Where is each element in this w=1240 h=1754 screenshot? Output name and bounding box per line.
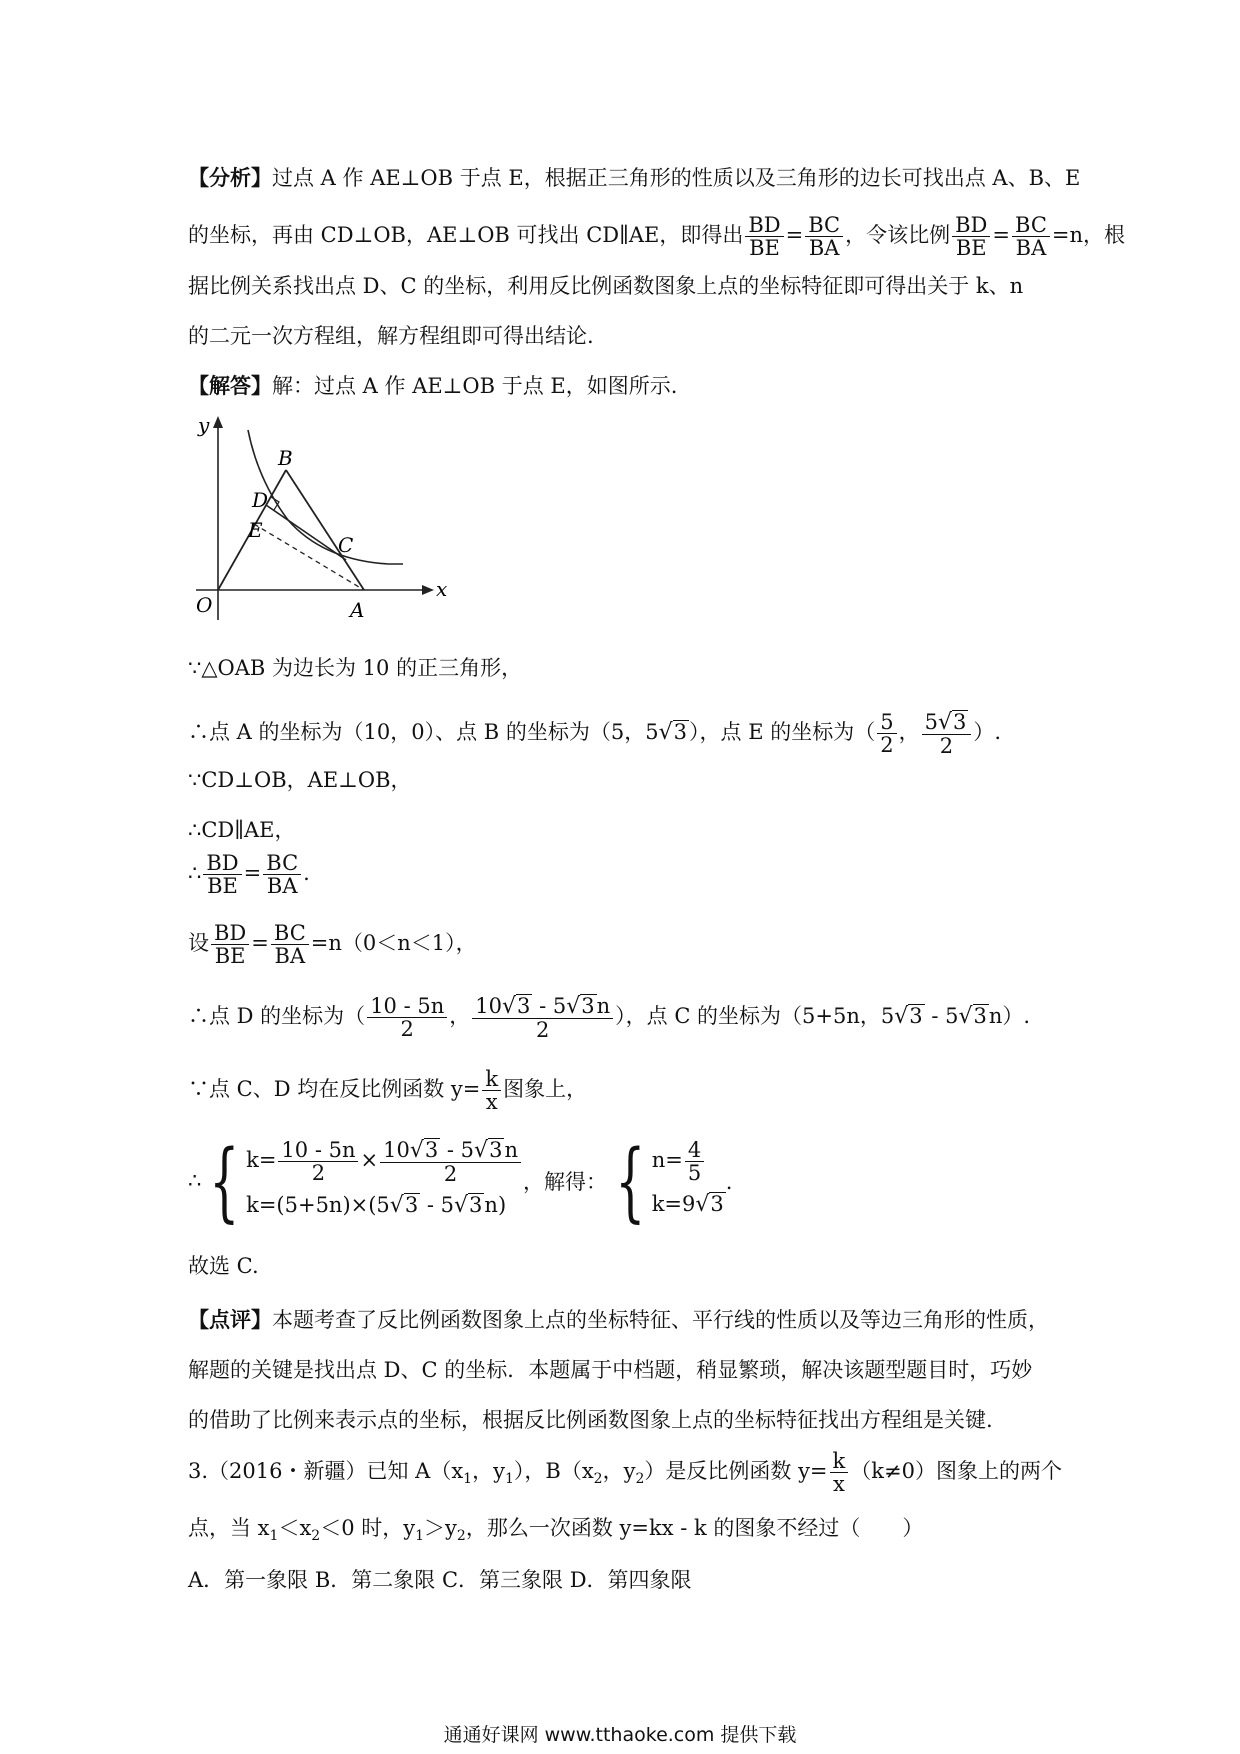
question-3-options: A．第一象限 B．第二象限 C．第三象限 D．第四象限 <box>188 1568 692 1592</box>
analysis-line-1: 【分析】过点 A 作 AE⊥OB 于点 E，根据正三角形的性质以及三角形的边长可找出点 A、B、E <box>188 165 1081 190</box>
step-5: ∴ $\frac{BD}{BE}$ = $\frac{BC}{BA}$ . <box>188 851 310 899</box>
fraction-bd-be: $\frac{BD}{BE}$ <box>952 214 990 259</box>
step-1: ∵△OAB 为边长为 10 的正三角形， <box>188 656 523 680</box>
label-d: D <box>252 488 269 512</box>
answer-tag: 【解答】 <box>188 373 272 398</box>
analysis-line-4: 的二元一次方程组，解方程组即可得出结论. <box>188 324 594 348</box>
step-2: ∴点 A 的坐标为（10，0）、点 B 的坐标为（5，5√3），点 E 的坐标为（ $\frac{5}{2}$ ， $\frac{5√3}{2}$ ）. <box>188 710 1002 759</box>
geometry-figure <box>188 410 448 630</box>
fraction-bc-ba: $\frac{BC}{BA}$ <box>1012 214 1050 259</box>
fraction-bc-ba: $\frac{BC}{BA}$ <box>805 214 843 259</box>
comment-line-1: 【点评】本题考查了反比例函数图象上点的坐标特征、平行线的性质以及等边三角形的性质， <box>188 1307 1049 1332</box>
step-4: ∴CD∥AE， <box>188 818 296 842</box>
step-3: ∵CD⊥OB，AE⊥OB， <box>188 768 412 792</box>
label-b: B <box>278 446 293 470</box>
step-8: ∵点 C、D 均在反比例函数 y= $\frac{k}{x}$ 图象上， <box>188 1067 588 1115</box>
page-footer: 通通好课网 www.tthaoke.com 提供下载 <box>443 1724 797 1746</box>
answer-intro: 【解答】解：过点 A 作 AE⊥OB 于点 E，如图所示. <box>188 373 678 398</box>
label-c: C <box>338 533 354 557</box>
step-6: 设 $\frac{BD}{BE}$ = $\frac{BC}{BA}$ =n（0＜n＜1）， <box>188 921 477 969</box>
step-7: ∴点 D 的坐标为（ $\frac{10 - 5n}{2}$ ， $\frac{10√3 - 5√3n}{2}$ ），点 C 的坐标为（5+5n，5√3 - 5√3n）. <box>188 994 1031 1043</box>
equation-system: ∴{ k= $\frac{10 - 5n}{2}$ × $\frac{10√3 - 5√3n}{2}$ k=(5+5n)×(5√3 - 5√3n) ，解得：{ n= $\frac{4}{5}$ k=9√3 . <box>188 1132 733 1233</box>
analysis-tag: 【分析】 <box>188 165 272 190</box>
label-o: O <box>196 593 213 617</box>
label-y: y <box>198 413 210 437</box>
comment-line-3: 的借助了比例来表示点的坐标，根据反比例函数图象上点的坐标特征找出方程组是关键. <box>188 1408 993 1432</box>
question-3-line-2: 点，当 $x_1<x_2<0$ 时，$y_1>y_2$，那么一次函数 y=kx - k 的图象不经过（ ） <box>188 1516 924 1545</box>
label-e: E <box>248 518 263 542</box>
left-brace: { <box>615 1132 646 1233</box>
label-a: A <box>350 598 365 622</box>
left-brace: { <box>209 1132 240 1233</box>
fraction-bd-be: $\frac{BD}{BE}$ <box>745 214 783 259</box>
fraction-e-x: $\frac{5}{2}$ <box>877 711 896 756</box>
comment-tag: 【点评】 <box>188 1307 272 1332</box>
x-axis-arrow <box>422 585 434 595</box>
y-axis-arrow <box>213 416 223 428</box>
answer-choice: 故选 C. <box>188 1254 259 1278</box>
analysis-line-3: 据比例关系找出点 D、C 的坐标，利用反比例函数图象上点的坐标特征即可得出关于 k、n <box>188 274 1024 298</box>
fraction-e-y: $\frac{5√3}{2}$ <box>922 710 972 757</box>
question-3-line-1: 3.（2016・新疆）已知 $A(x_1$，$y_1$），$B(x_2$，$y_2$）是反比例函数 y= $\frac{k}{x}$ （k≠0）图象上的两个 <box>188 1449 1062 1497</box>
right-angle-mark <box>271 497 279 510</box>
analysis-line-2: 的坐标，再由 CD⊥OB，AE⊥OB 可找出 CD∥AE，即得出 $\frac{BD}{BE}$ = $\frac{BC}{BA}$ ，令该比例 $\frac{BD}{BE}$ = $\frac{BC}{BA}$ =n，根 <box>188 213 1126 261</box>
comment-line-2: 解题的关键是找出点 D、C 的坐标．本题属于中档题，稍显繁琐，解决该题型题目时，巧妙 <box>188 1358 1033 1382</box>
label-x: x <box>436 577 448 601</box>
